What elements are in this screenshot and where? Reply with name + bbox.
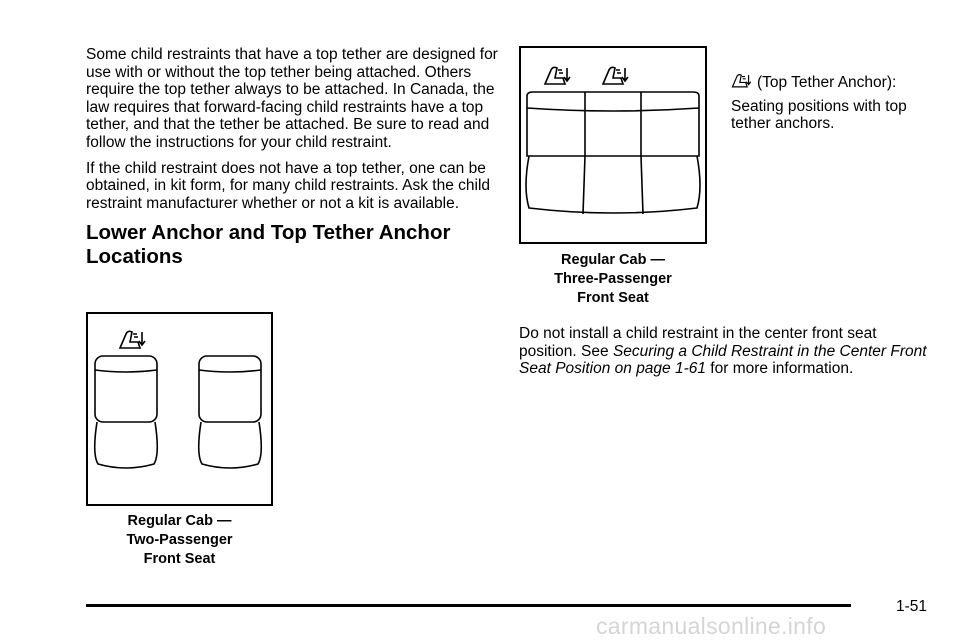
page-number: 1-51 (896, 598, 928, 615)
figure-two-passenger-caption (86, 512, 273, 569)
left-seat (95, 356, 158, 468)
section-heading: Lower Anchor and Top Tether Anchor Locations (86, 221, 451, 268)
top-tether-anchor-icon (603, 67, 628, 84)
figure-two-passenger-seat (86, 312, 273, 506)
caption-line: Three-Passenger (554, 271, 672, 287)
paragraph-top-tether-info: Some child restraints that have a top tether are designed for use with or without the top tether being attached. Others require the top tether always to be attached. In Canada, the law requires that forward-facing child restraints have a top tether, and that the tether be attached. Be sure to read and follow the instructions for your child restraint. (86, 46, 498, 151)
legend-description: Seating positions with top tether anchors. (731, 97, 907, 133)
top-tether-anchor-icon (120, 331, 145, 348)
bench-seat (526, 92, 700, 214)
caption-line: Two-Passenger (126, 532, 233, 548)
note-text: Do not install a child restraint in the center front seat position. See (519, 325, 877, 360)
legend-label-line (731, 72, 941, 92)
footer-rule (86, 604, 851, 607)
caption-line: Front Seat (577, 290, 649, 306)
center-seat-paragraph (519, 325, 929, 378)
figure-three-passenger-caption (519, 251, 707, 308)
legend (731, 72, 941, 133)
legend-label: (Top Tether Anchor): (757, 74, 897, 91)
caption-line: Regular Cab — (127, 513, 232, 529)
top-tether-anchor-icon (731, 72, 753, 90)
center-seat-note (519, 325, 929, 378)
figure-three-passenger-seat (519, 46, 707, 244)
note-text: for more information. (706, 360, 854, 378)
paragraph-tether-kit: If the child restraint does not have a top tether, one can be obtained, in kit form, for many child restraints. Ask the child restraint manufacturer whether or not a kit is available. (86, 159, 491, 212)
watermark: carmanualsonline.info (596, 613, 827, 639)
cross-reference-link[interactable]: Securing a Child Restraint in the Center Front Seat Position on page 1-61 (519, 342, 927, 378)
top-tether-anchor-icon (545, 67, 570, 84)
caption-line: Regular Cab — (561, 252, 665, 268)
caption-line: Front Seat (143, 551, 216, 567)
left-column (86, 46, 506, 268)
right-seat (199, 356, 262, 468)
